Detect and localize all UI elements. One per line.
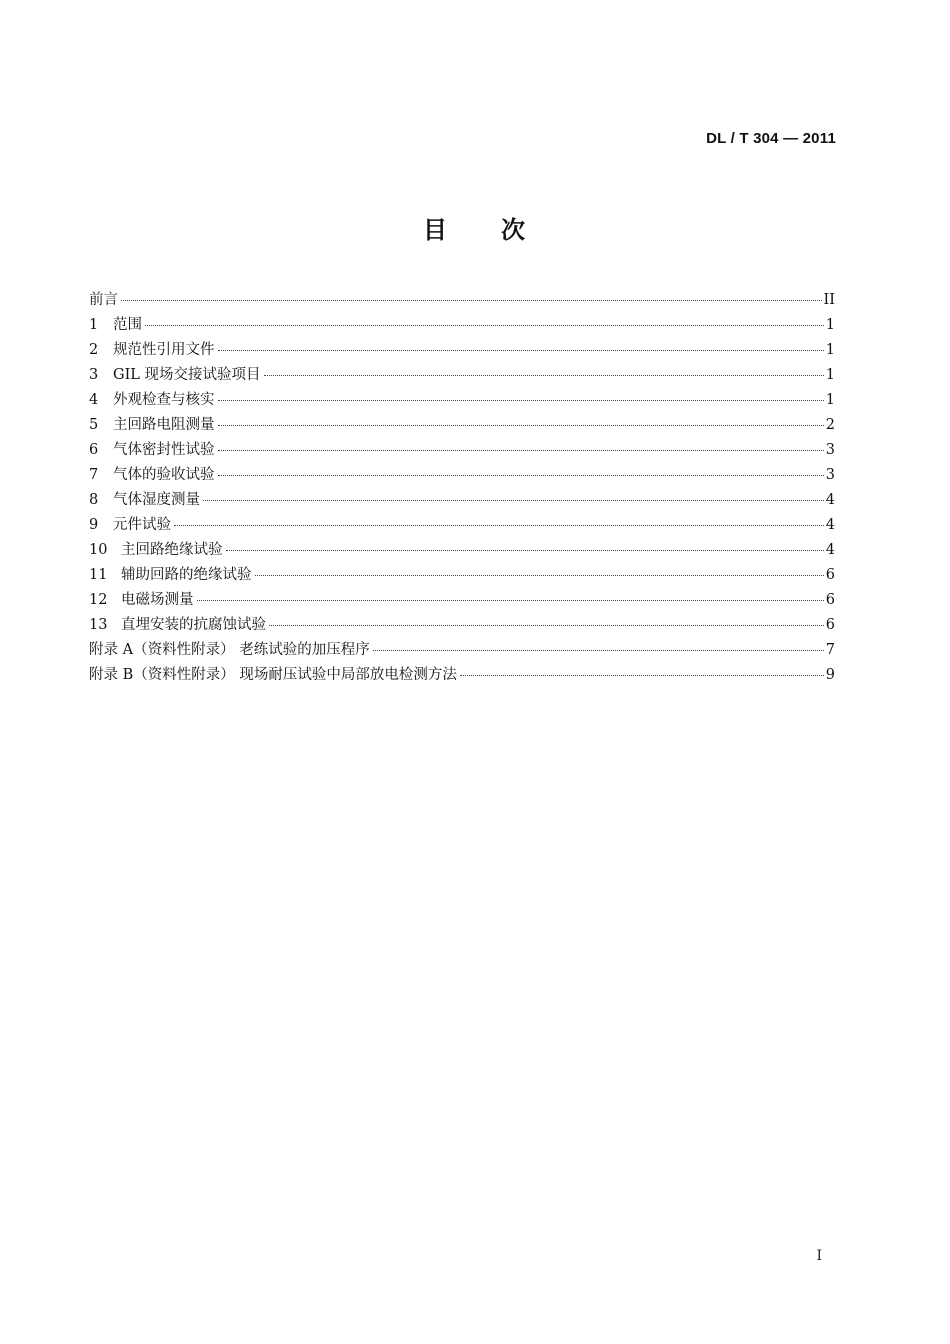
toc-entry-page: 4 (825, 517, 835, 533)
toc-entry-page: 3 (825, 442, 835, 458)
toc-entry-number: 6 (89, 442, 99, 458)
toc-entry-page: 1 (825, 342, 835, 358)
title-left-char: 目 (423, 215, 449, 244)
toc-entry-text: 主回路绝缘试验 (121, 542, 223, 558)
toc-entry-text: 规范性引用文件 (113, 342, 215, 358)
page-title (0, 210, 950, 245)
toc-entry-number: 4 (89, 392, 99, 408)
toc-entry-text: GIL 现场交接试验项目 (113, 367, 261, 383)
toc-entry-9[interactable] (89, 513, 835, 538)
toc-entry-page: 6 (825, 617, 835, 633)
toc-entry-3[interactable] (89, 363, 835, 388)
toc-entry-page: 7 (825, 642, 835, 658)
toc-entry-appendix-a[interactable] (89, 638, 835, 663)
toc-entry-number: 7 (89, 467, 99, 483)
toc-entry-4[interactable] (89, 388, 835, 413)
toc-entry-page: 4 (825, 492, 835, 508)
toc-entry-text: 气体的验收试验 (113, 467, 215, 483)
standard-code: DL / T 304 — 2011 (706, 130, 836, 147)
toc-entry-number: 13 (89, 617, 108, 633)
dot-leader (373, 649, 824, 651)
page-number: I (816, 1248, 822, 1264)
toc-entry-text: 气体密封性试验 (113, 442, 215, 458)
toc-entry-appendix-b[interactable] (89, 663, 835, 688)
toc-entry-page: 3 (825, 467, 835, 483)
dot-leader (226, 549, 824, 551)
toc-entry-10[interactable] (89, 538, 835, 563)
toc-entry-page: 6 (825, 567, 835, 583)
toc-entry-page: 1 (825, 392, 835, 408)
toc-entry-page: 9 (825, 667, 835, 683)
toc-entry-page: 4 (825, 542, 835, 558)
dot-leader (197, 599, 824, 601)
dot-leader (218, 424, 824, 426)
toc-entry-foreword[interactable] (89, 288, 835, 313)
dot-leader (218, 474, 824, 476)
toc-entry-12[interactable] (89, 588, 835, 613)
toc-entry-page: 1 (825, 317, 835, 333)
dot-leader (460, 674, 824, 676)
toc-entry-page: 2 (825, 417, 835, 433)
toc-entry-6[interactable] (89, 438, 835, 463)
toc-entry-2[interactable] (89, 338, 835, 363)
toc-entry-page: 6 (825, 592, 835, 608)
dot-leader (174, 524, 824, 526)
dot-leader (145, 324, 824, 326)
toc-entry-7[interactable] (89, 463, 835, 488)
toc-entry-number: 5 (89, 417, 99, 433)
dot-leader (264, 374, 824, 376)
toc-entry-number: 1 (89, 317, 99, 333)
toc-entry-13[interactable] (89, 613, 835, 638)
title-right-char: 次 (501, 215, 527, 244)
dot-leader (218, 399, 824, 401)
toc-entry-number: 3 (89, 367, 99, 383)
toc-entry-number: 9 (89, 517, 99, 533)
toc-entry-text: 主回路电阻测量 (113, 417, 215, 433)
toc-entry-text: 附录 A（资料性附录） 老练试验的加压程序 (89, 642, 370, 658)
dot-leader (218, 449, 824, 451)
toc-entry-page: II (823, 292, 835, 308)
toc-entry-5[interactable] (89, 413, 835, 438)
toc-entry-text: 范围 (113, 317, 142, 333)
toc-entry-text: 元件试验 (113, 517, 171, 533)
toc-entry-8[interactable] (89, 488, 835, 513)
toc-entry-text: 直埋安装的抗腐蚀试验 (121, 617, 266, 633)
toc-entry-text: 气体湿度测量 (113, 492, 200, 508)
toc-entry-number: 2 (89, 342, 99, 358)
toc-entry-1[interactable] (89, 313, 835, 338)
dot-leader (255, 574, 824, 576)
toc-entry-text: 辅助回路的绝缘试验 (121, 567, 252, 583)
toc-entry-11[interactable] (89, 563, 835, 588)
toc-entry-text: 前言 (89, 292, 118, 308)
toc-entry-number: 8 (89, 492, 99, 508)
dot-leader (269, 624, 824, 626)
table-of-contents (89, 288, 835, 688)
dot-leader (218, 349, 824, 351)
toc-entry-number: 12 (89, 592, 108, 608)
dot-leader (121, 299, 822, 301)
toc-entry-text: 附录 B（资料性附录） 现场耐压试验中局部放电检测方法 (89, 667, 457, 683)
toc-entry-text: 外观检查与核实 (113, 392, 215, 408)
dot-leader (203, 499, 824, 501)
toc-entry-number: 10 (89, 542, 108, 558)
toc-entry-text: 电磁场测量 (121, 592, 194, 608)
toc-entry-page: 1 (825, 367, 835, 383)
toc-entry-number: 11 (89, 567, 108, 583)
